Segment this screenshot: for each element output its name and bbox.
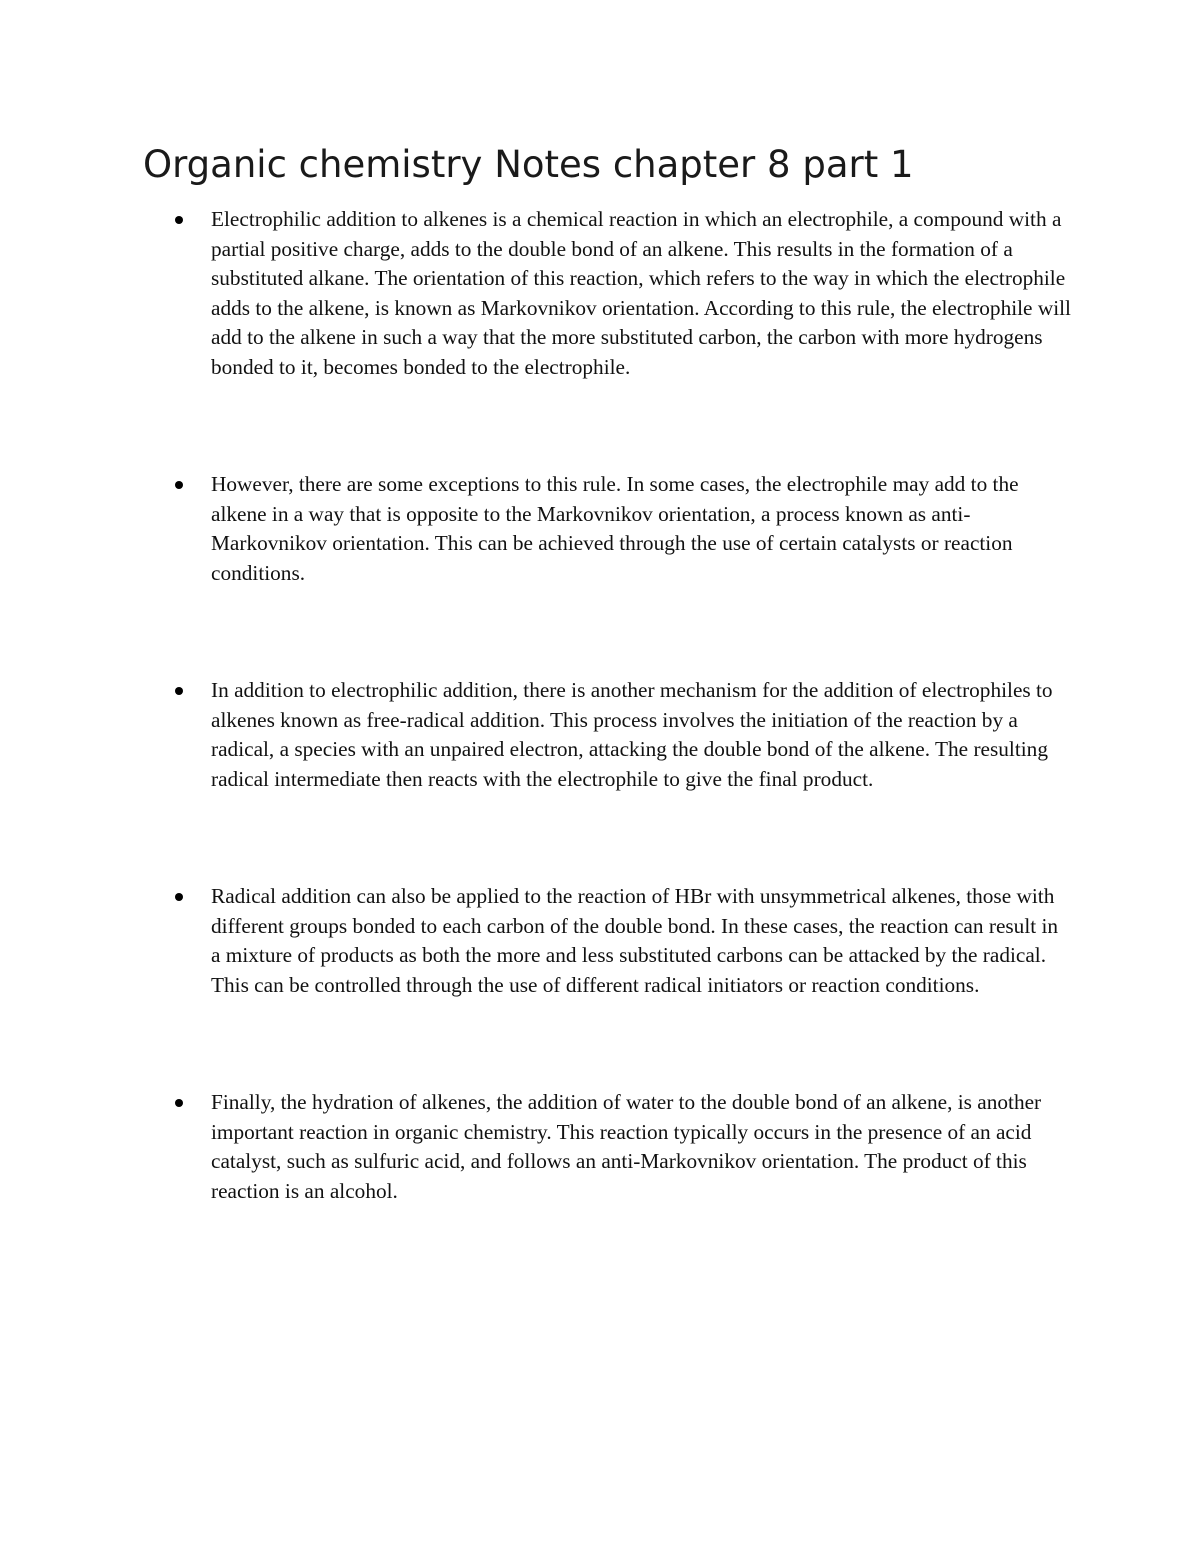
note-text: However, there are some exceptions to this rule. In some cases, the electrophile may add to the alkene in a way that is opposite to the Markovnikov orientation, a process known as anti-Markovnikov orientation. This can be achieved through the use of certain catalysts or reaction conditions.	[211, 472, 1019, 585]
notes-list	[0, 205, 1200, 1294]
page-title: Organic chemistry Notes chapter 8 part 1	[143, 143, 914, 186]
bullet-icon	[175, 481, 183, 489]
list-item	[0, 205, 1200, 382]
list-item	[0, 470, 1200, 588]
note-text: In addition to electrophilic addition, there is another mechanism for the addition of electrophiles to alkenes known as free-radical addition. This process involves the initiation of the reaction by a radical, a species with an unpaired electron, attacking the double bond of the alkene. The resulting radical intermediate then reacts with the electrophile to give the final product.	[211, 678, 1053, 791]
bullet-icon	[175, 216, 183, 224]
note-text: Radical addition can also be applied to the reaction of HBr with unsymmetrical alkenes, those with different groups bonded to each carbon of the double bond. In these cases, the reaction can result in a mixture of products as both the more and less substituted carbons can be attacked by the radical. This can be controlled through the use of different radical initiators or reaction conditions.	[211, 884, 1059, 997]
list-item	[0, 676, 1200, 794]
bullet-icon	[175, 893, 183, 901]
bullet-icon	[175, 1099, 183, 1107]
list-item	[0, 882, 1200, 1000]
note-text: Finally, the hydration of alkenes, the addition of water to the double bond of an alkene, is another important reaction in organic chemistry. This reaction typically occurs in the presence of an acid catalyst, such as sulfuric acid, and follows an anti-Markovnikov orientation. The product of this reaction is an alcohol.	[211, 1090, 1042, 1203]
note-text: Electrophilic addition to alkenes is a chemical reaction in which an electrophile, a compound with a partial positive charge, adds to the double bond of an alkene. This results in the formation of a substituted alkane. The orientation of this reaction, which refers to the way in which the electrophile adds to the alkene, is known as Markovnikov orientation. According to this rule, the electrophile will add to the alkene in such a way that the more substituted carbon, the carbon with more hydrogens bonded to it, becomes bonded to the electrophile.	[211, 207, 1071, 379]
bullet-icon	[175, 687, 183, 695]
list-item	[0, 1088, 1200, 1206]
